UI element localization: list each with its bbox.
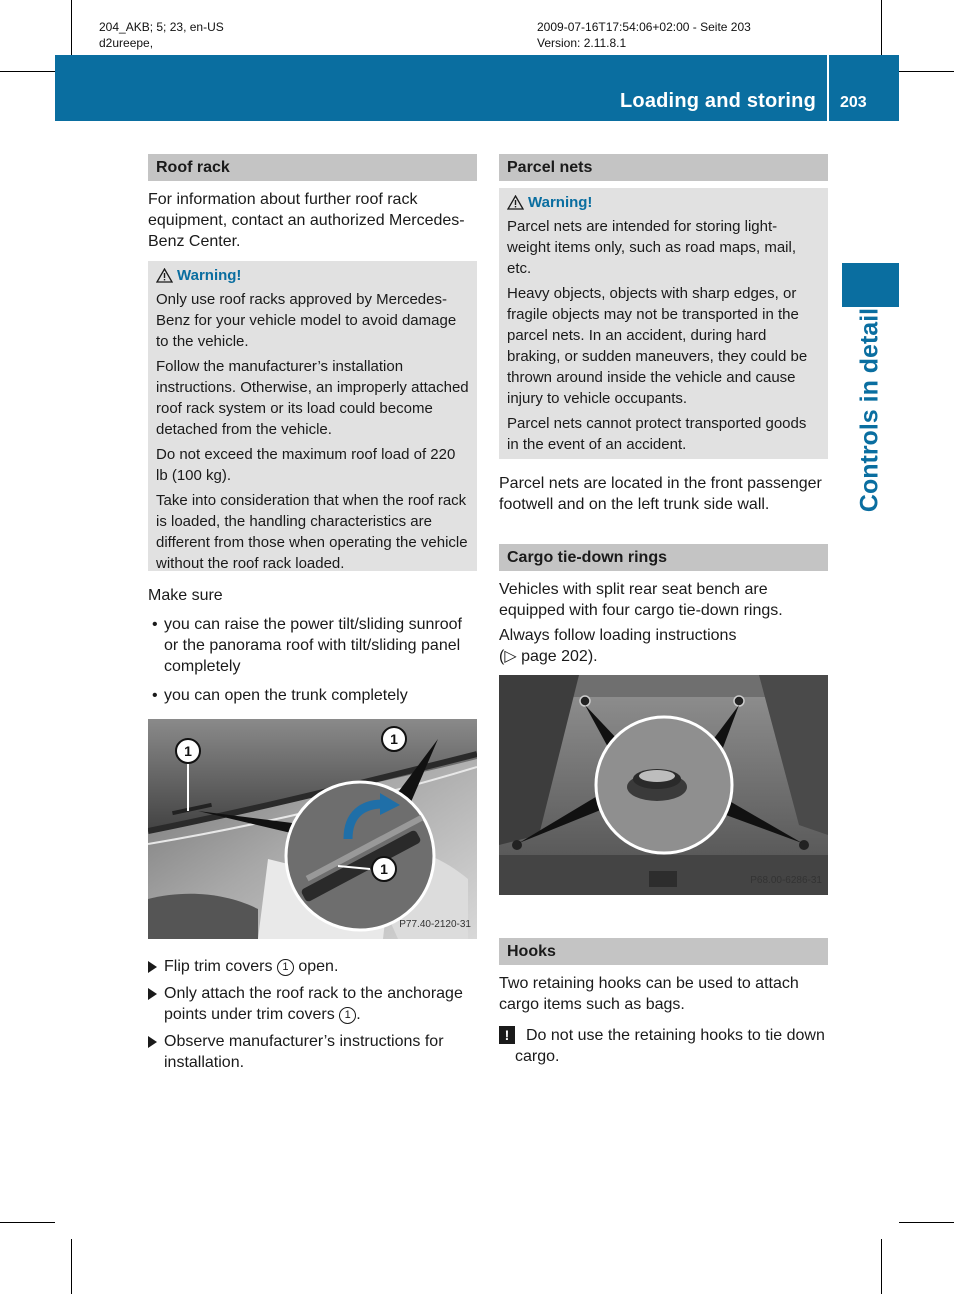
cargo-rings-text: Vehicles with split rear seat bench are equipped with four cargo tie-down rings. xyxy=(499,581,783,619)
roof-rack-illustration xyxy=(148,719,477,939)
instruction-steps xyxy=(148,956,477,1073)
warning-triangle-icon xyxy=(156,268,173,283)
make-sure-text: Make sure xyxy=(148,587,223,604)
hooks-text: Two retaining hooks can be used to attach cargo items such as bags. xyxy=(499,975,799,1013)
warning-label: Warning! xyxy=(177,267,242,284)
callout-number: 1 xyxy=(277,959,294,976)
warning-paragraph: Follow the manufacturer’s installation instructions. Otherwise, an improperly attached roof rack system or its load could become detached from the vehicle. xyxy=(156,358,469,438)
warning-paragraph: Take into consideration that when the roof rack is loaded, the handling characteristics are different from those when operating the vehicle without the roof rack loaded. xyxy=(156,492,468,572)
thumb-tab xyxy=(842,263,899,307)
cargo-rings-text: Always follow loading instructions xyxy=(499,627,737,644)
step-arrow-icon xyxy=(148,988,157,1000)
instruction-step xyxy=(148,983,477,1025)
crop-mark xyxy=(899,71,954,72)
warning-triangle-icon xyxy=(507,195,524,210)
meta-line: Version: 2.11.8.1 xyxy=(537,36,627,50)
parcel-nets-body: Parcel nets are located in the front passenger footwell and on the left trunk side wall. xyxy=(499,475,822,513)
crop-mark xyxy=(899,1222,954,1223)
list-item-text: you can raise the power tilt/sliding sunroof or the panorama roof with tilt/sliding panel completely xyxy=(164,616,462,675)
print-meta-left xyxy=(99,19,224,51)
step-text: Only attach the roof rack to the anchorage points under trim covers xyxy=(164,985,463,1023)
instruction-step xyxy=(148,956,477,977)
step-text: Observe manufacturer’s instructions for installation. xyxy=(164,1033,444,1071)
section-heading-cargo-rings: Cargo tie-down rings xyxy=(499,544,828,571)
roof-rack-intro: For information about further roof rack equipment, contact an authorized Mercedes-Benz Center. xyxy=(148,191,465,250)
page-number: 203 xyxy=(840,94,867,111)
page-reference: (▷ page 202). xyxy=(499,648,598,665)
chapter-title: Loading and storing xyxy=(619,90,816,112)
warning-paragraph: Heavy objects, objects with sharp edges, or fragile objects may not be transported in the parcel nets. In an accident, during hard braking, or sudden maneuvers, they could be thrown around inside the vehicle and cause injury to vehicle occupants. xyxy=(507,285,808,407)
section-heading-roof-rack: Roof rack xyxy=(148,154,477,181)
section-heading-hooks: Hooks xyxy=(499,938,828,965)
image-code: P68.00-6286-31 xyxy=(750,875,822,886)
list-item xyxy=(148,685,477,706)
caution-note xyxy=(499,1025,828,1067)
parcel-nets-warning-box xyxy=(499,188,828,459)
roof-rack-photo xyxy=(148,719,477,939)
side-section-label: Controls in detail xyxy=(855,307,884,513)
svg-text:1: 1 xyxy=(184,743,192,759)
warning-paragraph: Parcel nets are intended for storing light-weight items only, such as road maps, mail, etc. xyxy=(507,218,797,277)
step-text: . xyxy=(356,1006,361,1023)
roof-rack-warning-box xyxy=(148,261,477,571)
svg-text:1: 1 xyxy=(390,731,398,747)
crop-mark xyxy=(71,0,72,55)
cargo-rings-illustration xyxy=(499,675,828,895)
warning-heading xyxy=(507,190,820,216)
print-meta-right xyxy=(537,19,751,51)
warning-paragraph: Parcel nets cannot protect transported goods in the event of an accident. xyxy=(507,415,807,453)
step-text: Flip trim covers xyxy=(164,958,273,975)
bullet-dot: • xyxy=(152,687,158,704)
warning-paragraph: Do not exceed the maximum roof load of 220 lb (100 kg). xyxy=(156,446,456,484)
list-item xyxy=(148,614,477,677)
meta-line: 2009-07-16T17:54:06+02:00 - Seite 203 xyxy=(537,20,751,34)
crop-mark xyxy=(71,1239,72,1294)
step-arrow-icon xyxy=(148,961,157,973)
step-arrow-icon xyxy=(148,1036,157,1048)
warning-paragraph: Only use roof racks approved by Mercedes-Benz for your vehicle model to avoid damage to the vehicle. xyxy=(156,291,457,350)
right-column xyxy=(499,154,828,1067)
note-text: Do not use the retaining hooks to tie down cargo. xyxy=(515,1027,825,1065)
callout-number: 1 xyxy=(339,1007,356,1024)
crop-mark xyxy=(881,1239,882,1294)
step-text: open. xyxy=(298,958,339,975)
bullet-dot: • xyxy=(152,616,158,633)
image-code: P77.40-2120-31 xyxy=(399,919,471,930)
crop-mark xyxy=(0,1222,55,1223)
meta-line: 204_AKB; 5; 23, en-US xyxy=(99,20,224,34)
warning-label: Warning! xyxy=(528,194,593,211)
crop-mark xyxy=(0,71,55,72)
header-divider xyxy=(827,55,829,121)
svg-text:1: 1 xyxy=(380,861,388,877)
meta-line: d2ureepe, xyxy=(99,36,154,50)
warning-heading xyxy=(156,263,469,289)
crop-mark xyxy=(881,0,882,55)
trunk-photo xyxy=(499,675,828,895)
list-item-text: you can open the trunk completely xyxy=(164,687,408,704)
section-heading-parcel-nets: Parcel nets xyxy=(499,154,828,181)
left-column xyxy=(148,154,477,1079)
instruction-step xyxy=(148,1031,477,1073)
exclamation-icon: ! xyxy=(499,1026,515,1044)
